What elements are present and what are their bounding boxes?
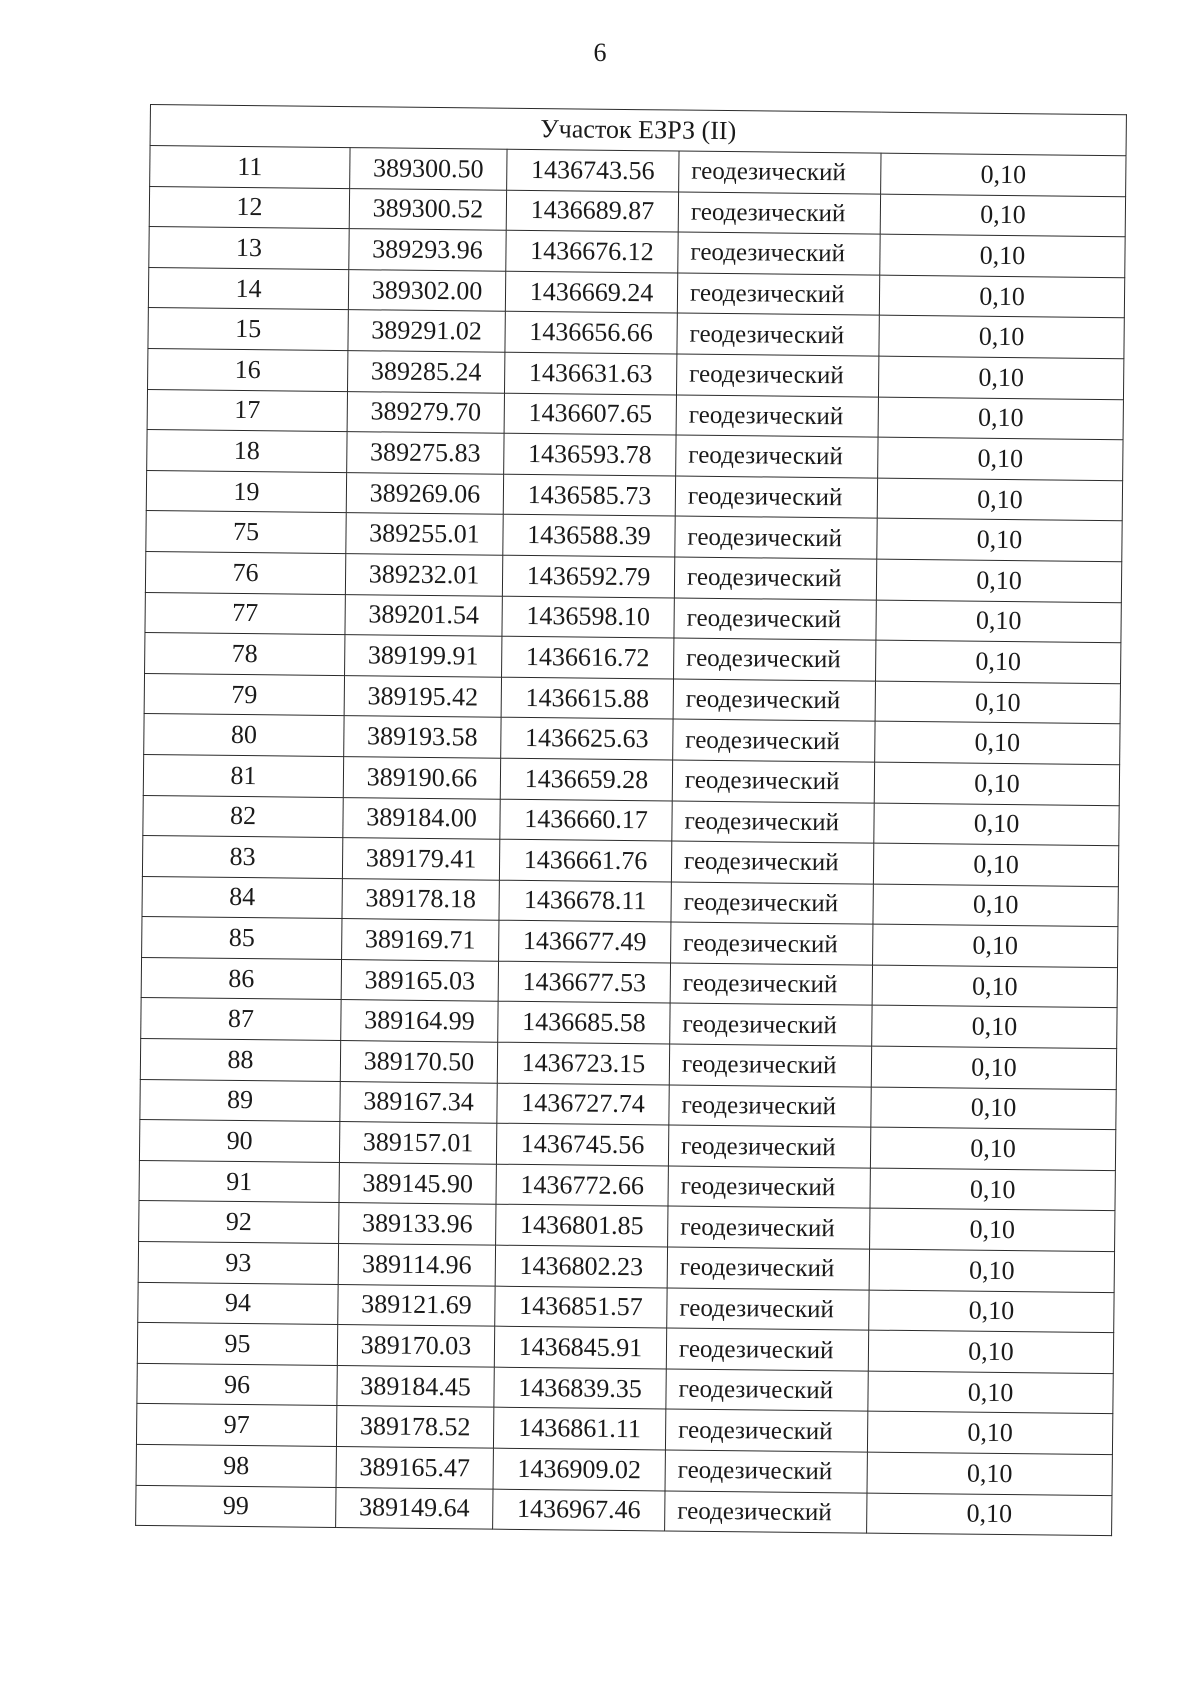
method-cell: геодезический bbox=[675, 516, 877, 559]
point-number-cell: 76 bbox=[145, 551, 345, 594]
method-cell: геодезический bbox=[667, 1288, 869, 1331]
method-cell: геодезический bbox=[665, 1409, 867, 1452]
y-coordinate-cell: 1436772.66 bbox=[496, 1164, 668, 1206]
accuracy-cell: 0,10 bbox=[874, 803, 1119, 846]
accuracy-cell: 0,10 bbox=[868, 1371, 1113, 1414]
x-coordinate-cell: 389195.42 bbox=[344, 675, 501, 717]
method-cell: геодезический bbox=[676, 354, 878, 397]
y-coordinate-cell: 1436678.11 bbox=[499, 880, 671, 922]
method-cell: геодезический bbox=[671, 882, 873, 925]
point-number-cell: 17 bbox=[147, 389, 347, 432]
method-cell: геодезический bbox=[678, 192, 880, 235]
y-coordinate-cell: 1436839.35 bbox=[494, 1367, 666, 1409]
point-number-cell: 95 bbox=[137, 1323, 337, 1366]
x-coordinate-cell: 389164.99 bbox=[341, 1000, 498, 1042]
x-coordinate-cell: 389199.91 bbox=[345, 635, 502, 677]
point-number-cell: 85 bbox=[142, 917, 342, 960]
accuracy-cell: 0,10 bbox=[870, 1168, 1115, 1211]
point-number-cell: 88 bbox=[140, 1039, 340, 1082]
point-number-cell: 96 bbox=[137, 1363, 337, 1406]
point-number-cell: 12 bbox=[149, 186, 349, 229]
point-number-cell: 79 bbox=[144, 673, 344, 716]
accuracy-cell: 0,10 bbox=[880, 234, 1125, 277]
point-number-cell: 92 bbox=[139, 1201, 339, 1244]
y-coordinate-cell: 1436861.11 bbox=[493, 1408, 665, 1450]
method-cell: геодезический bbox=[678, 232, 880, 275]
y-coordinate-cell: 1436689.87 bbox=[506, 190, 678, 232]
point-number-cell: 11 bbox=[150, 146, 350, 189]
accuracy-cell: 0,10 bbox=[879, 275, 1124, 318]
point-number-cell: 89 bbox=[140, 1079, 340, 1122]
method-cell: геодезический bbox=[671, 922, 873, 965]
y-coordinate-cell: 1436669.24 bbox=[505, 271, 677, 313]
method-cell: геодезический bbox=[676, 395, 878, 438]
point-number-cell: 13 bbox=[149, 227, 349, 270]
x-coordinate-cell: 389255.01 bbox=[346, 513, 503, 555]
section-title: Участок ЕЗРЗ (II) bbox=[150, 105, 1126, 156]
point-number-cell: 86 bbox=[141, 957, 341, 1000]
method-cell: геодезический bbox=[671, 841, 873, 884]
y-coordinate-cell: 1436727.74 bbox=[497, 1083, 669, 1125]
point-number-cell: 91 bbox=[139, 1160, 339, 1203]
accuracy-cell: 0,10 bbox=[873, 843, 1118, 886]
accuracy-cell: 0,10 bbox=[870, 1127, 1115, 1170]
x-coordinate-cell: 389232.01 bbox=[345, 554, 502, 596]
point-number-cell: 87 bbox=[141, 998, 341, 1041]
accuracy-cell: 0,10 bbox=[869, 1290, 1114, 1333]
point-number-cell: 98 bbox=[136, 1444, 336, 1487]
y-coordinate-cell: 1436616.72 bbox=[502, 636, 674, 678]
x-coordinate-cell: 389302.00 bbox=[348, 269, 505, 311]
method-cell: геодезический bbox=[679, 151, 881, 194]
y-coordinate-cell: 1436967.46 bbox=[493, 1489, 665, 1531]
y-coordinate-cell: 1436598.10 bbox=[502, 596, 674, 638]
method-cell: геодезический bbox=[670, 1003, 872, 1046]
point-number-cell: 90 bbox=[139, 1120, 339, 1163]
accuracy-cell: 0,10 bbox=[868, 1330, 1113, 1373]
accuracy-cell: 0,10 bbox=[875, 681, 1120, 724]
y-coordinate-cell: 1436723.15 bbox=[497, 1042, 669, 1084]
method-cell: геодезический bbox=[677, 313, 879, 356]
accuracy-cell: 0,10 bbox=[877, 478, 1122, 521]
y-coordinate-cell: 1436660.17 bbox=[500, 799, 672, 841]
x-coordinate-cell: 389275.83 bbox=[347, 432, 504, 474]
point-number-cell: 77 bbox=[145, 592, 345, 635]
coordinates-table-container bbox=[135, 104, 1126, 1536]
accuracy-cell: 0,10 bbox=[871, 1087, 1116, 1130]
y-coordinate-cell: 1436585.73 bbox=[503, 474, 675, 516]
point-number-cell: 14 bbox=[148, 267, 348, 310]
point-number-cell: 16 bbox=[148, 348, 348, 391]
accuracy-cell: 0,10 bbox=[879, 316, 1124, 359]
method-cell: геодезический bbox=[667, 1247, 869, 1290]
x-coordinate-cell: 389193.58 bbox=[344, 716, 501, 758]
point-number-cell: 84 bbox=[142, 876, 342, 919]
x-coordinate-cell: 389178.18 bbox=[342, 878, 499, 920]
point-number-cell: 97 bbox=[136, 1404, 336, 1447]
y-coordinate-cell: 1436592.79 bbox=[502, 555, 674, 597]
accuracy-cell: 0,10 bbox=[880, 194, 1125, 237]
y-coordinate-cell: 1436743.56 bbox=[507, 149, 679, 191]
accuracy-cell: 0,10 bbox=[872, 1006, 1117, 1049]
y-coordinate-cell: 1436659.28 bbox=[500, 758, 672, 800]
accuracy-cell: 0,10 bbox=[878, 356, 1123, 399]
coordinates-table bbox=[135, 104, 1127, 1536]
x-coordinate-cell: 389145.90 bbox=[339, 1162, 496, 1204]
y-coordinate-cell: 1436607.65 bbox=[504, 393, 676, 435]
x-coordinate-cell: 389170.50 bbox=[340, 1041, 497, 1083]
x-coordinate-cell: 389178.52 bbox=[336, 1406, 493, 1448]
y-coordinate-cell: 1436851.57 bbox=[495, 1286, 667, 1328]
method-cell: геодезический bbox=[674, 557, 876, 600]
accuracy-cell: 0,10 bbox=[876, 559, 1121, 602]
x-coordinate-cell: 389269.06 bbox=[346, 472, 503, 514]
method-cell: геодезический bbox=[676, 435, 878, 478]
point-number-cell: 19 bbox=[146, 470, 346, 513]
x-coordinate-cell: 389300.52 bbox=[349, 188, 506, 230]
method-cell: геодезический bbox=[670, 963, 872, 1006]
method-cell: геодезический bbox=[668, 1166, 870, 1209]
accuracy-cell: 0,10 bbox=[878, 437, 1123, 480]
accuracy-cell: 0,10 bbox=[878, 397, 1123, 440]
accuracy-cell: 0,10 bbox=[873, 884, 1118, 927]
x-coordinate-cell: 389121.69 bbox=[338, 1284, 495, 1326]
method-cell: геодезический bbox=[675, 476, 877, 519]
point-number-cell: 94 bbox=[138, 1282, 338, 1325]
x-coordinate-cell: 389279.70 bbox=[347, 391, 504, 433]
method-cell: геодезический bbox=[672, 801, 874, 844]
y-coordinate-cell: 1436593.78 bbox=[504, 433, 676, 475]
accuracy-cell: 0,10 bbox=[873, 924, 1118, 967]
page-number: 6 bbox=[593, 38, 607, 67]
method-cell: геодезический bbox=[668, 1125, 870, 1168]
x-coordinate-cell: 389184.00 bbox=[343, 797, 500, 839]
y-coordinate-cell: 1436677.49 bbox=[499, 920, 671, 962]
point-number-cell: 93 bbox=[138, 1241, 338, 1284]
method-cell: геодезический bbox=[666, 1369, 868, 1412]
point-number-cell: 83 bbox=[142, 836, 342, 879]
x-coordinate-cell: 389170.03 bbox=[337, 1325, 494, 1367]
accuracy-cell: 0,10 bbox=[867, 1452, 1112, 1495]
accuracy-cell: 0,10 bbox=[872, 965, 1117, 1008]
y-coordinate-cell: 1436625.63 bbox=[501, 718, 673, 760]
method-cell: геодезический bbox=[669, 1085, 871, 1128]
y-coordinate-cell: 1436676.12 bbox=[506, 230, 678, 272]
method-cell: геодезический bbox=[666, 1328, 868, 1371]
x-coordinate-cell: 389167.34 bbox=[340, 1081, 497, 1123]
x-coordinate-cell: 389165.03 bbox=[341, 959, 498, 1001]
accuracy-cell: 0,10 bbox=[870, 1209, 1115, 1252]
y-coordinate-cell: 1436661.76 bbox=[499, 839, 671, 881]
y-coordinate-cell: 1436631.63 bbox=[504, 352, 676, 394]
accuracy-cell: 0,10 bbox=[874, 762, 1119, 805]
point-number-cell: 15 bbox=[148, 308, 348, 351]
accuracy-cell: 0,10 bbox=[876, 600, 1121, 643]
point-number-cell: 81 bbox=[143, 754, 343, 797]
x-coordinate-cell: 389169.71 bbox=[342, 919, 499, 961]
method-cell: геодезический bbox=[673, 679, 875, 722]
y-coordinate-cell: 1436845.91 bbox=[494, 1326, 666, 1368]
method-cell: геодезический bbox=[665, 1491, 867, 1534]
x-coordinate-cell: 389179.41 bbox=[342, 838, 499, 880]
point-number-cell: 18 bbox=[147, 430, 347, 473]
accuracy-cell: 0,10 bbox=[869, 1249, 1114, 1292]
x-coordinate-cell: 389114.96 bbox=[338, 1244, 495, 1286]
accuracy-cell: 0,10 bbox=[871, 1046, 1116, 1089]
x-coordinate-cell: 389184.45 bbox=[337, 1365, 494, 1407]
x-coordinate-cell: 389149.64 bbox=[336, 1487, 493, 1529]
method-cell: геодезический bbox=[674, 638, 876, 681]
point-number-cell: 82 bbox=[143, 795, 343, 838]
accuracy-cell: 0,10 bbox=[881, 153, 1126, 196]
y-coordinate-cell: 1436685.58 bbox=[498, 1002, 670, 1044]
x-coordinate-cell: 389300.50 bbox=[350, 148, 507, 190]
x-coordinate-cell: 389133.96 bbox=[339, 1203, 496, 1245]
accuracy-cell: 0,10 bbox=[867, 1493, 1112, 1536]
x-coordinate-cell: 389293.96 bbox=[349, 229, 506, 271]
method-cell: геодезический bbox=[673, 719, 875, 762]
point-number-cell: 78 bbox=[145, 633, 345, 676]
x-coordinate-cell: 389190.66 bbox=[343, 756, 500, 798]
x-coordinate-cell: 389157.01 bbox=[339, 1122, 496, 1164]
table-body bbox=[136, 146, 1126, 1536]
y-coordinate-cell: 1436615.88 bbox=[501, 677, 673, 719]
method-cell: геодезический bbox=[674, 598, 876, 641]
method-cell: геодезический bbox=[677, 273, 879, 316]
accuracy-cell: 0,10 bbox=[867, 1411, 1112, 1454]
x-coordinate-cell: 389165.47 bbox=[336, 1447, 493, 1489]
y-coordinate-cell: 1436656.66 bbox=[505, 312, 677, 354]
x-coordinate-cell: 389291.02 bbox=[348, 310, 505, 352]
point-number-cell: 80 bbox=[144, 714, 344, 757]
x-coordinate-cell: 389201.54 bbox=[345, 594, 502, 636]
y-coordinate-cell: 1436801.85 bbox=[496, 1205, 668, 1247]
accuracy-cell: 0,10 bbox=[877, 518, 1122, 561]
method-cell: геодезический bbox=[669, 1044, 871, 1087]
point-number-cell: 99 bbox=[136, 1485, 336, 1528]
x-coordinate-cell: 389285.24 bbox=[348, 351, 505, 393]
y-coordinate-cell: 1436677.53 bbox=[498, 961, 670, 1003]
accuracy-cell: 0,10 bbox=[875, 721, 1120, 764]
method-cell: геодезический bbox=[672, 760, 874, 803]
method-cell: геодезический bbox=[665, 1450, 867, 1493]
y-coordinate-cell: 1436802.23 bbox=[495, 1245, 667, 1287]
y-coordinate-cell: 1436745.56 bbox=[496, 1123, 668, 1165]
accuracy-cell: 0,10 bbox=[875, 640, 1120, 683]
y-coordinate-cell: 1436588.39 bbox=[503, 515, 675, 557]
method-cell: геодезический bbox=[668, 1206, 870, 1249]
point-number-cell: 75 bbox=[146, 511, 346, 554]
y-coordinate-cell: 1436909.02 bbox=[493, 1448, 665, 1490]
